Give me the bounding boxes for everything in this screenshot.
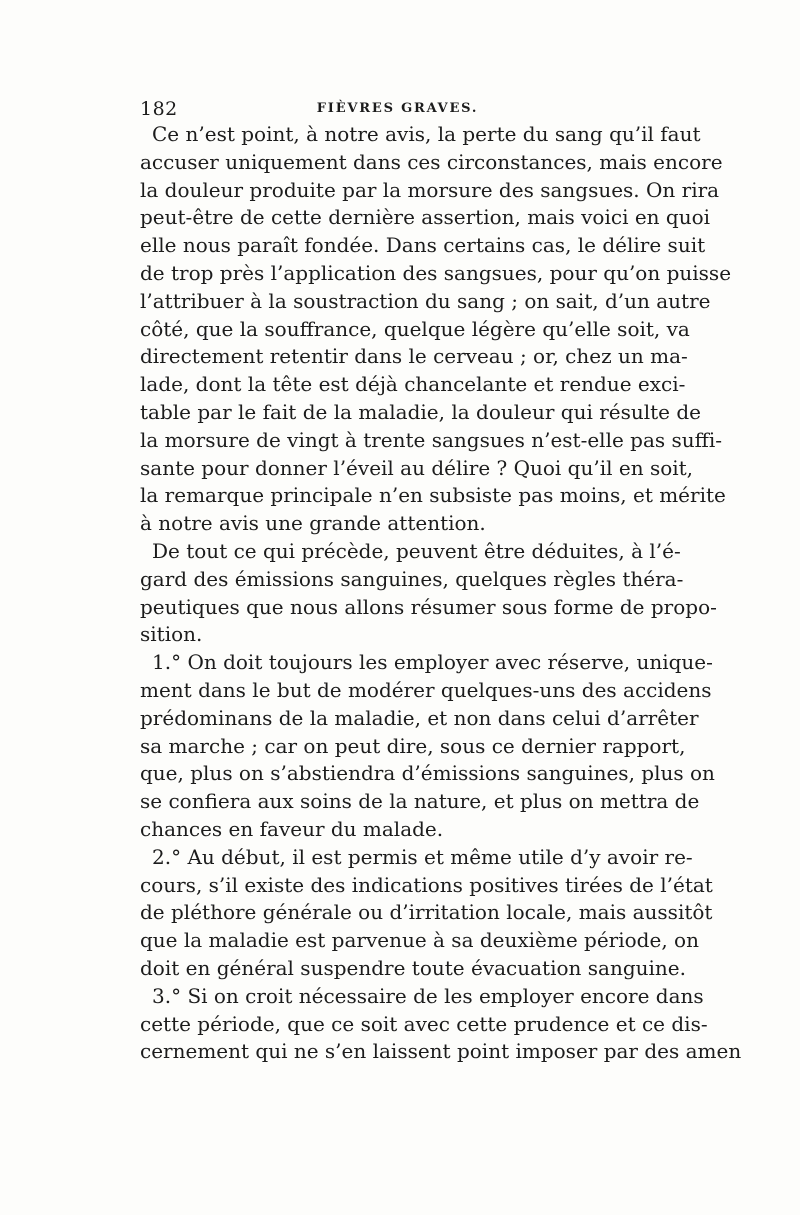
paragraph xyxy=(140,983,742,1066)
text-line: se confiera aux soins de la nature, et plus on mettra de xyxy=(140,789,700,814)
paragraph xyxy=(140,121,732,538)
text-line: cours, s’il existe des indications positives tirées de l’état xyxy=(140,872,713,897)
running-title: FIÈVRES GRAVES. xyxy=(316,101,479,116)
text-line: la remarque principale n’en subsiste pas moins, et mérite xyxy=(140,483,726,508)
text-line: la morsure de vingt à trente sangsues n’est-elle pas suffi- xyxy=(140,427,723,452)
text-line: peutiques que nous allons résumer sous forme de propo- xyxy=(140,594,717,619)
running-head xyxy=(140,98,655,122)
text-line: table par le fait de la maladie, la douleur qui résulte de xyxy=(140,399,702,424)
paragraph xyxy=(140,538,717,649)
text-line: de trop près l’application des sangsues, pour qu’on puisse xyxy=(140,260,732,285)
text-line: à notre avis une grande attention. xyxy=(140,511,486,536)
text-line: l’attribuer à la soustraction du sang ; on sait, d’un autre xyxy=(140,288,711,313)
text-line: De tout ce qui précède, peuvent être déduites, à l’é- xyxy=(152,538,681,563)
text-line: cernement qui ne s’en laissent point imposer par des amen xyxy=(140,1039,742,1064)
text-line: que, plus on s’abstiendra d’émissions sanguines, plus on xyxy=(140,761,715,786)
text-line: peut-être de cette dernière assertion, mais voici en quoi xyxy=(140,205,711,230)
text-line: sante pour donner l’éveil au délire ? Quoi qu’il en soit, xyxy=(140,455,694,480)
text-line: 2.° Au début, il est permis et même utile d’y avoir re- xyxy=(152,844,693,869)
text-line: ment dans le but de modérer quelques-uns des accidens xyxy=(140,677,712,702)
text-line: lade, dont la tête est déjà chancelante et rendue exci- xyxy=(140,372,686,397)
text-line: cette période, que ce soit avec cette prudence et ce dis- xyxy=(140,1011,708,1036)
text-line: 1.° On doit toujours les employer avec réserve, unique- xyxy=(152,650,713,675)
text-line: elle nous paraît fondée. Dans certains cas, le délire suit xyxy=(140,233,706,258)
text-line: gard des émissions sanguines, quelques règles théra- xyxy=(140,566,684,591)
text-line: Ce n’est point, à notre avis, la perte du sang qu’il faut xyxy=(152,122,701,146)
text-line: accuser uniquement dans ces circonstances, mais encore xyxy=(140,149,723,174)
text-line: chances en faveur du malade. xyxy=(140,816,444,841)
text-line: côté, que la souffrance, quelque légère qu’elle soit, va xyxy=(140,316,690,341)
text-line: sa marche ; car on peut dire, sous ce dernier rapport, xyxy=(140,733,686,758)
text-line: de pléthore générale ou d’irritation locale, mais aussitôt xyxy=(140,900,713,925)
page-number: 182 xyxy=(140,98,178,120)
text-line: la douleur produite par la morsure des sangsues. On rira xyxy=(140,177,720,202)
body-text xyxy=(140,121,742,1066)
text-line: prédominans de la maladie, et non dans celui d’arrêter xyxy=(140,705,699,730)
text-line: 3.° Si on croit nécessaire de les employer encore dans xyxy=(152,983,704,1008)
text-line: sition. xyxy=(140,622,203,647)
text-line: directement retentir dans le cerveau ; or, chez un ma- xyxy=(140,344,688,369)
paragraph xyxy=(140,649,715,844)
paragraph xyxy=(140,844,713,983)
text-line: que la maladie est parvenue à sa deuxième période, on xyxy=(140,928,699,953)
text-line: doit en général suspendre toute évacuation sanguine. xyxy=(140,955,686,980)
